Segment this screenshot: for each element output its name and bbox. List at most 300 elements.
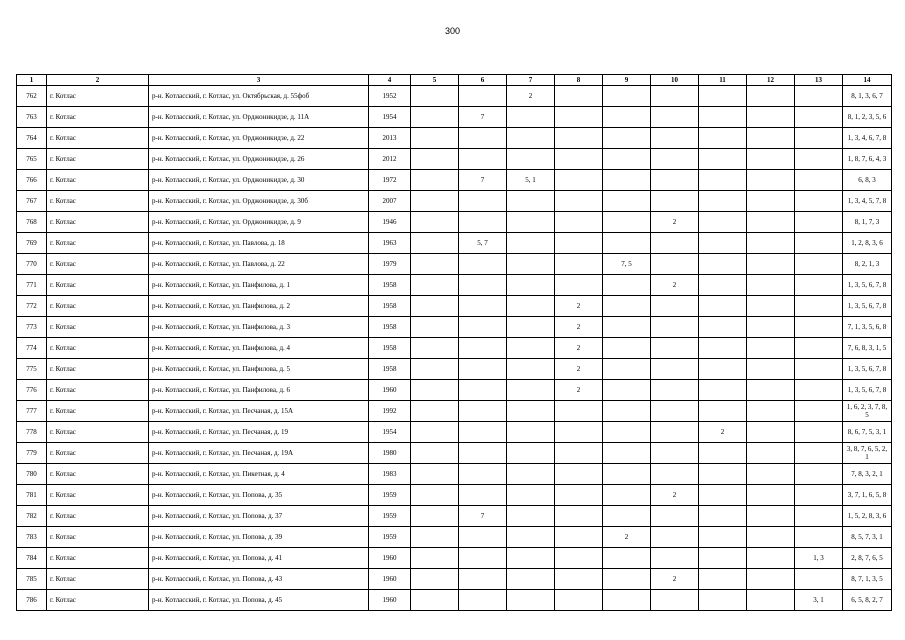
table-cell-col-4: 1958 — [369, 275, 411, 296]
table-cell-col-5 — [411, 254, 459, 275]
table-cell-col-13 — [795, 275, 843, 296]
table-cell-col-8 — [555, 191, 603, 212]
table-cell-col-12 — [747, 485, 795, 506]
table-cell-col-10: 2 — [651, 569, 699, 590]
table-cell-col-10 — [651, 191, 699, 212]
table-cell-col-6 — [459, 191, 507, 212]
table-cell-col-8: 2 — [555, 317, 603, 338]
table-cell-col-1: 769 — [17, 233, 47, 254]
table-cell-col-2: г. Котлас — [47, 359, 149, 380]
table-cell-col-5 — [411, 485, 459, 506]
table-cell-col-12 — [747, 527, 795, 548]
table-cell-col-1: 785 — [17, 569, 47, 590]
table-cell-col-5 — [411, 128, 459, 149]
table-cell-col-5 — [411, 275, 459, 296]
table-row — [17, 275, 892, 296]
table-cell-col-2: г. Котлас — [47, 464, 149, 485]
table-cell-col-9 — [603, 338, 651, 359]
table-cell-col-5 — [411, 443, 459, 464]
table-cell-col-5 — [411, 527, 459, 548]
table-cell-col-3: р-н. Котласский, г. Котлас, ул. Панфилова, д. 5 — [149, 359, 369, 380]
table-cell-col-9 — [603, 170, 651, 191]
table-cell-col-8 — [555, 464, 603, 485]
table-cell-col-4: 1960 — [369, 380, 411, 401]
table-cell-col-7 — [507, 317, 555, 338]
table-cell-col-2: г. Котлас — [47, 107, 149, 128]
table-cell-col-8 — [555, 443, 603, 464]
table-cell-col-5 — [411, 569, 459, 590]
table-cell-col-9 — [603, 128, 651, 149]
table-cell-col-5 — [411, 422, 459, 443]
column-header-11: 11 — [699, 75, 747, 86]
table-cell-col-5 — [411, 380, 459, 401]
table-cell-col-6 — [459, 485, 507, 506]
table-cell-col-12 — [747, 464, 795, 485]
table-row — [17, 380, 892, 401]
table-cell-col-1: 786 — [17, 590, 47, 611]
table-cell-col-12 — [747, 86, 795, 107]
table-body — [17, 86, 892, 611]
table-cell-col-10 — [651, 380, 699, 401]
table-cell-col-7 — [507, 464, 555, 485]
table-cell-col-13 — [795, 401, 843, 422]
table-cell-col-10: 2 — [651, 485, 699, 506]
table-cell-col-7 — [507, 569, 555, 590]
table-cell-col-12 — [747, 380, 795, 401]
table-row — [17, 254, 892, 275]
table-cell-col-9 — [603, 464, 651, 485]
table-cell-col-4: 1959 — [369, 506, 411, 527]
table-cell-col-8: 2 — [555, 380, 603, 401]
table-cell-col-6 — [459, 128, 507, 149]
table-cell-col-11 — [699, 443, 747, 464]
table-cell-col-14: 6, 8, 3 — [843, 170, 892, 191]
table-cell-col-10 — [651, 548, 699, 569]
table-cell-col-5 — [411, 170, 459, 191]
table-cell-col-8 — [555, 590, 603, 611]
table-cell-col-11 — [699, 527, 747, 548]
table-cell-col-10 — [651, 170, 699, 191]
table-cell-col-3: р-н. Котласский, г. Котлас, ул. Орджоникидзе, д. 26 — [149, 149, 369, 170]
table-cell-col-2: г. Котлас — [47, 170, 149, 191]
table-cell-col-7 — [507, 212, 555, 233]
column-header-12: 12 — [747, 75, 795, 86]
table-cell-col-6: 7 — [459, 107, 507, 128]
table-cell-col-2: г. Котлас — [47, 128, 149, 149]
table-cell-col-5 — [411, 107, 459, 128]
table-cell-col-12 — [747, 212, 795, 233]
table-cell-col-12 — [747, 401, 795, 422]
table-cell-col-8 — [555, 485, 603, 506]
table-cell-col-7 — [507, 422, 555, 443]
table-cell-col-11 — [699, 233, 747, 254]
table-cell-col-12 — [747, 170, 795, 191]
table-cell-col-9 — [603, 317, 651, 338]
table-cell-col-2: г. Котлас — [47, 338, 149, 359]
table-cell-col-14: 1, 3, 5, 6, 7, 8 — [843, 296, 892, 317]
table-cell-col-13 — [795, 128, 843, 149]
table-cell-col-11 — [699, 506, 747, 527]
table-cell-col-1: 772 — [17, 296, 47, 317]
table-cell-col-9 — [603, 443, 651, 464]
table-cell-col-11 — [699, 464, 747, 485]
table-cell-col-14: 8, 5, 7, 3, 1 — [843, 527, 892, 548]
table-cell-col-14: 8, 6, 7, 5, 3, 1 — [843, 422, 892, 443]
table-cell-col-5 — [411, 296, 459, 317]
table-cell-col-5 — [411, 233, 459, 254]
table-cell-col-9 — [603, 548, 651, 569]
table-cell-col-12 — [747, 338, 795, 359]
table-cell-col-4: 1958 — [369, 296, 411, 317]
table-cell-col-4: 1960 — [369, 548, 411, 569]
table-cell-col-6 — [459, 212, 507, 233]
table-cell-col-13 — [795, 443, 843, 464]
table-row — [17, 191, 892, 212]
table-cell-col-2: г. Котлас — [47, 422, 149, 443]
table-cell-col-3: р-н. Котласский, г. Котлас, ул. Орджоникидзе, д. 30б — [149, 191, 369, 212]
table-cell-col-8 — [555, 107, 603, 128]
table-cell-col-4: 1952 — [369, 86, 411, 107]
table-cell-col-2: г. Котлас — [47, 191, 149, 212]
table-cell-col-10 — [651, 401, 699, 422]
table-cell-col-5 — [411, 191, 459, 212]
table-cell-col-3: р-н. Котласский, г. Котлас, ул. Орджоникидзе, д. 30 — [149, 170, 369, 191]
table-cell-col-1: 784 — [17, 548, 47, 569]
table-cell-col-13 — [795, 86, 843, 107]
table-cell-col-7: 5, 1 — [507, 170, 555, 191]
table-cell-col-11 — [699, 338, 747, 359]
table-cell-col-6 — [459, 254, 507, 275]
table-cell-col-4: 1958 — [369, 317, 411, 338]
table-cell-col-12 — [747, 254, 795, 275]
table-cell-col-12 — [747, 590, 795, 611]
table-cell-col-2: г. Котлас — [47, 275, 149, 296]
table-cell-col-1: 765 — [17, 149, 47, 170]
table-cell-col-9 — [603, 107, 651, 128]
table-cell-col-3: р-н. Котласский, г. Котлас, ул. Павлова, д. 22 — [149, 254, 369, 275]
table-cell-col-2: г. Котлас — [47, 254, 149, 275]
table-cell-col-1: 780 — [17, 464, 47, 485]
table-cell-col-4: 1946 — [369, 212, 411, 233]
table-cell-col-13 — [795, 317, 843, 338]
column-header-7: 7 — [507, 75, 555, 86]
table-cell-col-3: р-н. Котласский, г. Котлас, ул. Октябрьская, д. 55фоб — [149, 86, 369, 107]
table-row — [17, 569, 892, 590]
table-cell-col-1: 767 — [17, 191, 47, 212]
table-cell-col-14: 7, 8, 3, 2, 1 — [843, 464, 892, 485]
table-cell-col-11 — [699, 359, 747, 380]
table-cell-col-14: 1, 3, 5, 6, 7, 8 — [843, 275, 892, 296]
table-cell-col-9 — [603, 233, 651, 254]
table-cell-col-13 — [795, 569, 843, 590]
table-cell-col-11 — [699, 254, 747, 275]
table-cell-col-13 — [795, 485, 843, 506]
table-cell-col-7 — [507, 233, 555, 254]
table-cell-col-5 — [411, 317, 459, 338]
table-cell-col-7 — [507, 149, 555, 170]
table-cell-col-13 — [795, 233, 843, 254]
table-cell-col-9 — [603, 506, 651, 527]
table-cell-col-6 — [459, 422, 507, 443]
table-cell-col-6 — [459, 569, 507, 590]
table-cell-col-1: 776 — [17, 380, 47, 401]
table-row — [17, 464, 892, 485]
table-cell-col-7 — [507, 359, 555, 380]
column-header-1: 1 — [17, 75, 47, 86]
column-header-2: 2 — [47, 75, 149, 86]
table-cell-col-3: р-н. Котласский, г. Котлас, ул. Попова, д. 39 — [149, 527, 369, 548]
table-cell-col-12 — [747, 548, 795, 569]
column-header-6: 6 — [459, 75, 507, 86]
table-cell-col-6 — [459, 296, 507, 317]
table-cell-col-4: 1963 — [369, 233, 411, 254]
table-cell-col-10 — [651, 233, 699, 254]
table-cell-col-2: г. Котлас — [47, 212, 149, 233]
table-cell-col-11 — [699, 170, 747, 191]
table-cell-col-13 — [795, 296, 843, 317]
table-cell-col-13 — [795, 359, 843, 380]
table-cell-col-8 — [555, 548, 603, 569]
table-cell-col-2: г. Котлас — [47, 443, 149, 464]
column-header-3: 3 — [149, 75, 369, 86]
table-cell-col-2: г. Котлас — [47, 380, 149, 401]
table-cell-col-5 — [411, 86, 459, 107]
table-cell-col-5 — [411, 548, 459, 569]
table-cell-col-1: 781 — [17, 485, 47, 506]
table-cell-col-12 — [747, 443, 795, 464]
table-cell-col-8 — [555, 569, 603, 590]
table-cell-col-14: 7, 6, 8, 3, 1, 5 — [843, 338, 892, 359]
table-cell-col-4: 2007 — [369, 191, 411, 212]
table-cell-col-11 — [699, 317, 747, 338]
table-cell-col-3: р-н. Котласский, г. Котлас, ул. Павлова, д. 18 — [149, 233, 369, 254]
table-cell-col-10: 2 — [651, 212, 699, 233]
table-cell-col-11 — [699, 401, 747, 422]
table-cell-col-13 — [795, 191, 843, 212]
table-cell-col-9 — [603, 212, 651, 233]
table-cell-col-3: р-н. Котласский, г. Котлас, ул. Попова, д. 45 — [149, 590, 369, 611]
table-cell-col-7 — [507, 338, 555, 359]
table-row — [17, 212, 892, 233]
table-cell-col-7 — [507, 275, 555, 296]
table-cell-col-5 — [411, 464, 459, 485]
table-cell-col-8 — [555, 254, 603, 275]
table-cell-col-12 — [747, 128, 795, 149]
table-row — [17, 443, 892, 464]
table-cell-col-11 — [699, 107, 747, 128]
table-cell-col-7 — [507, 548, 555, 569]
table-cell-col-14: 6, 5, 8, 2, 7 — [843, 590, 892, 611]
table-cell-col-5 — [411, 212, 459, 233]
table-cell-col-4: 1983 — [369, 464, 411, 485]
column-header-14: 14 — [843, 75, 892, 86]
table-cell-col-3: р-н. Котласский, г. Котлас, ул. Панфилова, д. 3 — [149, 317, 369, 338]
column-header-9: 9 — [603, 75, 651, 86]
table-cell-col-3: р-н. Котласский, г. Котлас, ул. Попова, д. 43 — [149, 569, 369, 590]
table-cell-col-3: р-н. Котласский, г. Котлас, ул. Песчаная, д. 15А — [149, 401, 369, 422]
table-cell-col-8 — [555, 233, 603, 254]
table-cell-col-8 — [555, 527, 603, 548]
table-cell-col-11 — [699, 548, 747, 569]
table-cell-col-3: р-н. Котласский, г. Котлас, ул. Песчаная, д. 19 — [149, 422, 369, 443]
table-cell-col-14: 8, 7, 1, 3, 5 — [843, 569, 892, 590]
table-cell-col-10 — [651, 149, 699, 170]
table-cell-col-14: 3, 8, 7, 6, 5, 2, 1 — [843, 443, 892, 464]
table-cell-col-7 — [507, 401, 555, 422]
table-cell-col-6 — [459, 464, 507, 485]
table-cell-col-5 — [411, 506, 459, 527]
table-row — [17, 422, 892, 443]
table-cell-col-7 — [507, 506, 555, 527]
table-cell-col-14: 7, 1, 3, 5, 6, 8 — [843, 317, 892, 338]
table-cell-col-11 — [699, 590, 747, 611]
table-row — [17, 527, 892, 548]
table-cell-col-11 — [699, 128, 747, 149]
table-cell-col-11 — [699, 212, 747, 233]
table-cell-col-2: г. Котлас — [47, 485, 149, 506]
table-cell-col-13 — [795, 422, 843, 443]
column-header-5: 5 — [411, 75, 459, 86]
table-cell-col-8: 2 — [555, 338, 603, 359]
table-cell-col-11 — [699, 380, 747, 401]
table-cell-col-10 — [651, 443, 699, 464]
table-cell-col-4: 1954 — [369, 107, 411, 128]
table-cell-col-14: 2, 8, 7, 6, 5 — [843, 548, 892, 569]
table-cell-col-8 — [555, 170, 603, 191]
table-cell-col-12 — [747, 275, 795, 296]
table-cell-col-13 — [795, 506, 843, 527]
table-cell-col-10 — [651, 254, 699, 275]
table-cell-col-12 — [747, 569, 795, 590]
register-table — [16, 74, 892, 611]
table-row — [17, 485, 892, 506]
table-cell-col-13: 1, 3 — [795, 548, 843, 569]
table-cell-col-6: 7 — [459, 170, 507, 191]
table-cell-col-14: 3, 7, 1, 6, 5, 8 — [843, 485, 892, 506]
table-row — [17, 548, 892, 569]
table-cell-col-14: 1, 3, 5, 6, 7, 8 — [843, 380, 892, 401]
table-cell-col-1: 773 — [17, 317, 47, 338]
table-cell-col-6: 5, 7 — [459, 233, 507, 254]
table-cell-col-9: 2 — [603, 527, 651, 548]
table-cell-col-10 — [651, 338, 699, 359]
table-cell-col-12 — [747, 296, 795, 317]
column-header-4: 4 — [369, 75, 411, 86]
table-cell-col-4: 1960 — [369, 590, 411, 611]
table-cell-col-8 — [555, 128, 603, 149]
table-cell-col-4: 2012 — [369, 149, 411, 170]
table-cell-col-7 — [507, 191, 555, 212]
table-cell-col-9 — [603, 149, 651, 170]
table-cell-col-10: 2 — [651, 275, 699, 296]
table-row — [17, 590, 892, 611]
table-cell-col-12 — [747, 422, 795, 443]
table-cell-col-10 — [651, 128, 699, 149]
table-cell-col-10 — [651, 107, 699, 128]
table-cell-col-14: 1, 3, 4, 6, 7, 8 — [843, 128, 892, 149]
table-cell-col-8 — [555, 275, 603, 296]
table-row — [17, 338, 892, 359]
table-cell-col-14: 8, 2, 1, 3 — [843, 254, 892, 275]
table-cell-col-3: р-н. Котласский, г. Котлас, ул. Орджоникидзе, д. 11А — [149, 107, 369, 128]
table-cell-col-1: 762 — [17, 86, 47, 107]
table-cell-col-4: 1959 — [369, 527, 411, 548]
table-cell-col-9 — [603, 569, 651, 590]
table-cell-col-8 — [555, 506, 603, 527]
table-cell-col-7: 2 — [507, 86, 555, 107]
table-cell-col-3: р-н. Котласский, г. Котлас, ул. Панфилова, д. 4 — [149, 338, 369, 359]
table-cell-col-6 — [459, 359, 507, 380]
table-row — [17, 128, 892, 149]
table-cell-col-2: г. Котлас — [47, 233, 149, 254]
table-cell-col-1: 774 — [17, 338, 47, 359]
table-cell-col-1: 763 — [17, 107, 47, 128]
table-cell-col-7 — [507, 296, 555, 317]
table-cell-col-13: 3, 1 — [795, 590, 843, 611]
table-cell-col-6 — [459, 275, 507, 296]
table-cell-col-13 — [795, 464, 843, 485]
table-cell-col-5 — [411, 338, 459, 359]
table-cell-col-10 — [651, 464, 699, 485]
table-cell-col-4: 1980 — [369, 443, 411, 464]
table-cell-col-3: р-н. Котласский, г. Котлас, ул. Попова, д. 41 — [149, 548, 369, 569]
table-cell-col-1: 771 — [17, 275, 47, 296]
table-cell-col-10 — [651, 317, 699, 338]
table-cell-col-2: г. Котлас — [47, 86, 149, 107]
table-cell-col-11 — [699, 569, 747, 590]
table-cell-col-1: 768 — [17, 212, 47, 233]
table-cell-col-14: 1, 8, 7, 6, 4, 3 — [843, 149, 892, 170]
table-cell-col-4: 1958 — [369, 338, 411, 359]
table-cell-col-12 — [747, 317, 795, 338]
table-cell-col-14: 1, 5, 2, 8, 3, 6 — [843, 506, 892, 527]
table-cell-col-14: 8, 1, 2, 3, 5, 6 — [843, 107, 892, 128]
table-cell-col-11 — [699, 485, 747, 506]
table-cell-col-13 — [795, 254, 843, 275]
table-cell-col-3: р-н. Котласский, г. Котлас, ул. Панфилова, д. 2 — [149, 296, 369, 317]
table-cell-col-12 — [747, 233, 795, 254]
table-cell-col-4: 1959 — [369, 485, 411, 506]
table-cell-col-14: 8, 1, 7, 3 — [843, 212, 892, 233]
table-cell-col-5 — [411, 149, 459, 170]
table-cell-col-10 — [651, 86, 699, 107]
table-cell-col-4: 1972 — [369, 170, 411, 191]
table-cell-col-10 — [651, 359, 699, 380]
table-cell-col-14: 8, 1, 3, 6, 7 — [843, 86, 892, 107]
table-cell-col-10 — [651, 296, 699, 317]
table-cell-col-11 — [699, 86, 747, 107]
table-cell-col-2: г. Котлас — [47, 296, 149, 317]
table-cell-col-5 — [411, 401, 459, 422]
table-cell-col-4: 2013 — [369, 128, 411, 149]
table-cell-col-10 — [651, 527, 699, 548]
table-row — [17, 86, 892, 107]
table-cell-col-9 — [603, 359, 651, 380]
table-cell-col-1: 764 — [17, 128, 47, 149]
table-cell-col-7 — [507, 443, 555, 464]
table-cell-col-1: 770 — [17, 254, 47, 275]
table-cell-col-9 — [603, 422, 651, 443]
column-header-10: 10 — [651, 75, 699, 86]
table-row — [17, 170, 892, 191]
table-cell-col-6 — [459, 590, 507, 611]
table-cell-col-3: р-н. Котласский, г. Котлас, ул. Песчаная, д. 19А — [149, 443, 369, 464]
table-cell-col-10 — [651, 590, 699, 611]
table-cell-col-13 — [795, 107, 843, 128]
table-cell-col-13 — [795, 338, 843, 359]
table-cell-col-13 — [795, 380, 843, 401]
table-cell-col-13 — [795, 527, 843, 548]
